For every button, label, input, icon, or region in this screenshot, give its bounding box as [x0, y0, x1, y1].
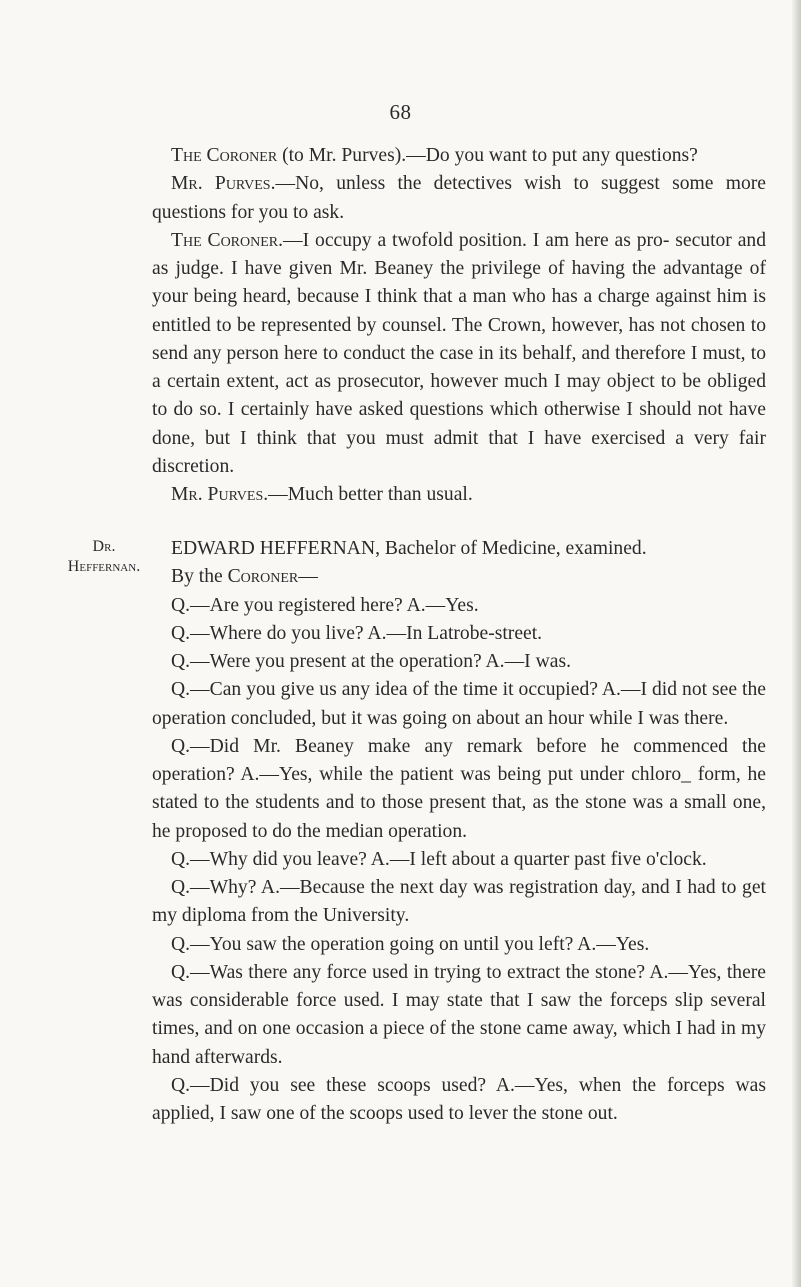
examined-by	[152, 563, 766, 591]
speaker: Coroner	[227, 566, 299, 588]
paragraph	[152, 170, 766, 227]
qa-paragraph: Q.—Were you present at the operation? A.—I was.	[171, 651, 571, 672]
qa-paragraph: Q.—Did Mr. Beaney make any remark before he commenced the operation? A.—Yes, while the patient was being put under chloro_ form, he stated to the students and to those present that, as the stone was a small one, he proposed to do the median operation.	[152, 735, 766, 842]
paragraph	[152, 481, 766, 509]
coroner-exchange	[152, 142, 766, 509]
qa-paragraph: Q.—You saw the operation going on until you left? A.—Yes.	[171, 933, 650, 955]
qa-paragraph: Q.—Why did you leave? A.—I left about a quarter past five o'clock.	[171, 848, 707, 870]
qa-paragraph: Q.—Why? A.—Because the next day was registration day, and I had to get my diploma from the University.	[152, 877, 766, 927]
qa-paragraph: Q.—Was there any force used in trying to extract the stone? A.—Yes, there was considerable force used. I may state that I saw the forceps slip several times, and on one occasion a piece of the stone came away, which I had in my hand afterwards.	[152, 961, 766, 1068]
qa-paragraph: Q.—Where do you live? A.—In Latrobe-street.	[171, 622, 543, 644]
paragraph	[152, 142, 766, 170]
speaker: The Coroner.	[171, 229, 284, 251]
paragraph-text: (to Mr. Purves).—Do you want to put any questions?	[277, 145, 698, 166]
page-edge	[792, 0, 801, 1287]
witness-heading: EDWARD HEFFERNAN, Bachelor of Medicine, examined.	[171, 538, 647, 559]
witness-examination	[152, 535, 766, 1128]
paragraph	[152, 227, 766, 481]
margin-note-line: Dr.	[92, 538, 116, 555]
qa-paragraph: Q.—Can you give us any idea of the time it occupied? A.—I did not see the operation concluded, but it was going on about an hour while I was there.	[152, 679, 766, 729]
margin-note	[58, 537, 150, 577]
examined-by-prefix: By the	[171, 566, 228, 588]
paragraph-text: —No, unless the detectives wish to suggest some more questions for you to ask.	[152, 173, 766, 223]
speaker: The Coroner	[171, 145, 278, 166]
paragraph-text: —Much better than usual.	[268, 484, 473, 505]
speaker: Mr. Purves.	[171, 484, 269, 505]
margin-note-line: Heffernan.	[67, 558, 141, 575]
page-number: 68	[389, 100, 412, 124]
paragraph-text: —I occupy a twofold position. I am here as pro- secutor and as judge. I have given Mr. Beaney the privilege of having the advantage of your being heard, because I think that a man who has a charge against him is entitled to be represented by counsel. The Crown, however, has not chosen to send any person here to conduct the case in its behalf, and therefore I must, to a certain extent, act as prosecutor, however much I may object to be obliged to do so. I certainly have asked questions which otherwise I should not have done, but I think that you must admit that I have exercised a very fair discretion.	[152, 229, 766, 477]
examined-by-suffix: —	[298, 566, 318, 588]
qa-paragraph: Q.—Are you registered here? A.—Yes.	[171, 594, 479, 616]
qa-paragraph: Q.—Did you see these scoops used? A.—Yes, when the forceps was applied, I saw one of the scoops used to lever the stone out.	[152, 1074, 766, 1124]
speaker: Mr. Purves.	[171, 173, 276, 195]
